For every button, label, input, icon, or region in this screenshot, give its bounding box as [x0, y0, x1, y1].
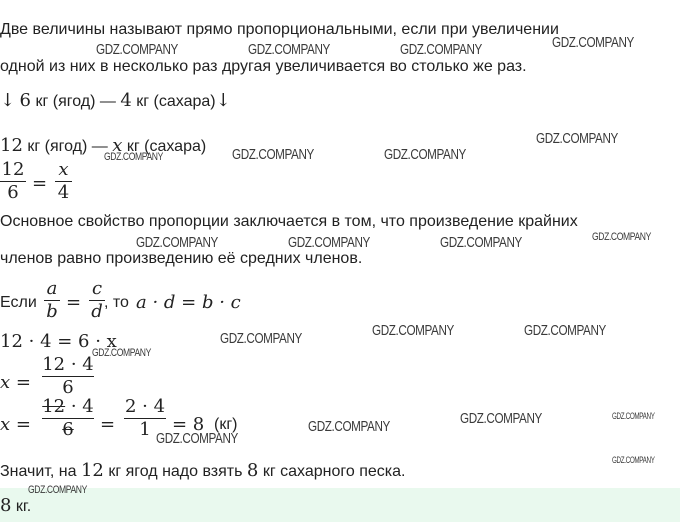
- unknown-line-text-2: кг (сахара): [126, 138, 207, 155]
- property-line-2: членов равно произведению её средних членов.: [0, 250, 363, 267]
- rule-equals: =: [66, 292, 82, 313]
- equation-simplified-fraction: 2 · 4 1: [124, 396, 166, 440]
- watermark: GDZ.COMPANY: [440, 234, 522, 251]
- watermark: GDZ.COMPANY: [136, 234, 218, 251]
- unknown-line-variable: x: [112, 135, 123, 156]
- watermark: GDZ.COMPANY: [372, 322, 454, 339]
- rule-fraction-cd: c d: [89, 279, 105, 322]
- watermark: GDZ.COMPANY: [156, 430, 238, 447]
- watermark: GDZ.COMPANY: [592, 231, 651, 243]
- watermark: GDZ.COMPANY: [460, 410, 542, 427]
- unknown-line-number: 12: [0, 135, 23, 156]
- unknown-line-text-1: кг (ягод) —: [27, 138, 108, 155]
- answer: 8 кг.: [0, 495, 32, 516]
- rule-if: Если: [0, 294, 37, 311]
- watermark: GDZ.COMPANY: [612, 411, 655, 421]
- watermark: GDZ.COMPANY: [220, 330, 302, 347]
- proportion-fraction-left: 12 6: [1, 159, 25, 203]
- ratio-line: [0, 91, 231, 112]
- watermark: GDZ.COMPANY: [92, 347, 151, 359]
- equation-result: = 8: [172, 414, 205, 435]
- answer-band: [0, 488, 680, 522]
- rule-product: a · d = b · c: [136, 292, 241, 313]
- watermark: GDZ.COMPANY: [612, 455, 655, 465]
- ratio-left-text: кг (ягод) —: [35, 93, 116, 110]
- watermark: GDZ.COMPANY: [104, 151, 163, 163]
- equation-reduced-equals: =: [100, 414, 116, 435]
- watermark: GDZ.COMPANY: [536, 130, 618, 147]
- down-arrow-end-icon: ↓: [215, 90, 231, 111]
- definition-line-2: одной из них в несколько раз другая увеличивается во столько же раз.: [0, 58, 527, 75]
- watermark: GDZ.COMPANY: [28, 484, 87, 496]
- rule-fraction-ab: a b: [44, 279, 60, 322]
- property-line-1: Основное свойство пропорции заключается в том, что произведение крайних: [0, 213, 578, 230]
- proportion-equals: =: [32, 173, 48, 194]
- watermark: GDZ.COMPANY: [248, 41, 330, 58]
- watermark: GDZ.COMPANY: [308, 418, 390, 435]
- equation-reduced-lhs: x =: [0, 414, 31, 435]
- conclusion: Значит, на 12 кг ягод надо взять 8 кг сахарного песка.: [0, 460, 406, 481]
- ratio-right-text: кг (сахара): [136, 93, 216, 110]
- equation-cross-product: 12 · 4 = 6 · x: [0, 331, 117, 352]
- watermark: GDZ.COMPANY: [552, 34, 634, 51]
- ratio-right-number: 4: [120, 90, 132, 111]
- watermark: GDZ.COMPANY: [232, 146, 314, 163]
- down-arrow-icon: ↓: [0, 90, 16, 111]
- equation-x-fraction: 12 · 4 6: [42, 354, 94, 398]
- definition-line-1: Две величины называют прямо пропорциональными, если при увеличении: [0, 21, 559, 38]
- equation-result-unit: (кг): [214, 416, 238, 433]
- watermark: GDZ.COMPANY: [400, 41, 482, 58]
- watermark: GDZ.COMPANY: [384, 146, 466, 163]
- equation-x-lhs: x =: [0, 372, 31, 393]
- watermark: GDZ.COMPANY: [96, 41, 178, 58]
- watermark: GDZ.COMPANY: [288, 234, 370, 251]
- proportion-fraction-right: x 4: [55, 160, 72, 203]
- equation-reduced-fraction: 12 · 4 6: [42, 396, 94, 440]
- ratio-left-number: 6: [19, 90, 31, 111]
- rule-then: , то: [104, 294, 129, 311]
- watermark: GDZ.COMPANY: [524, 322, 606, 339]
